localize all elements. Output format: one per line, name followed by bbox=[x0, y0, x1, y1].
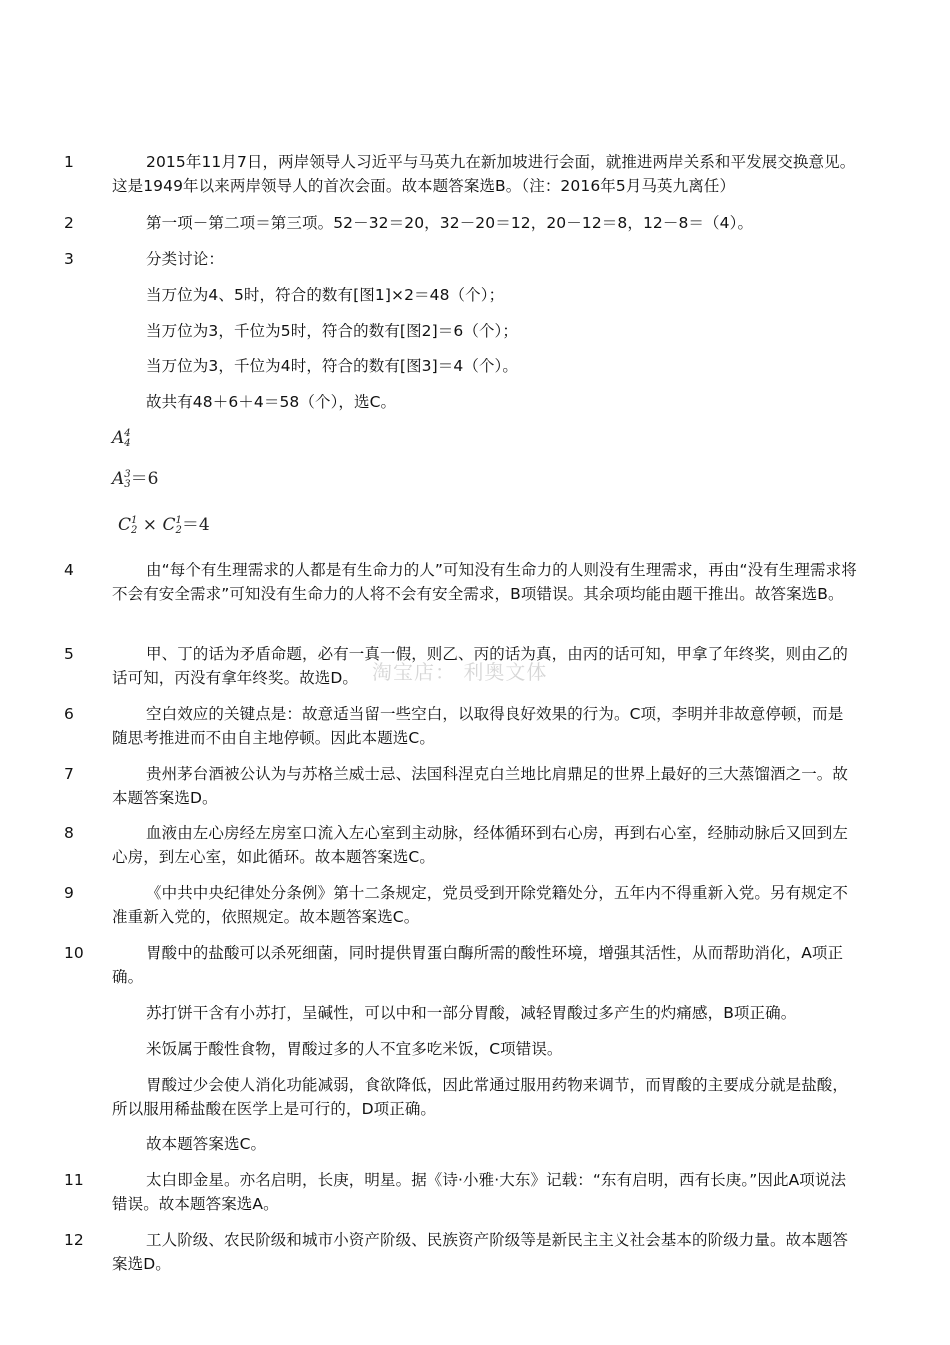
item-number: 8 bbox=[64, 824, 74, 842]
formula-1: A 4 4 bbox=[112, 427, 131, 449]
item-number: 7 bbox=[64, 765, 74, 783]
item-number: 12 bbox=[64, 1231, 84, 1249]
item-number: 11 bbox=[64, 1171, 84, 1189]
explanation-text: 由“每个有生理需求的人都是有生命力的人”可知没有生命力的人则没有生理需求，再由“没有生理需求将不会有安全需求”可知没有生命力的人将不会有安全需求，B项错误。其余项均能由题干推出。故答案选B。 bbox=[112, 561, 857, 603]
explanation-text: 胃酸中的盐酸可以杀死细菌，同时提供胃蛋白酶所需的酸性环境，增强其活性，从而帮助消化，A项正确。 bbox=[112, 944, 844, 986]
explanation-text: 2015年11月7日，两岸领导人习近平与马英九在新加坡进行会面，就推进两岸关系和平发展交换意见。这是1949年以来两岸领导人的首次会面。故本题答案选B。（注：2016年5月马英九离任） bbox=[112, 153, 856, 195]
explanation-text: 空白效应的关键点是：故意适当留一些空白，以取得良好效果的行为。C项，李明并非故意停顿，而是随思考推进而不由自主地停顿。因此本题选C。 bbox=[112, 705, 844, 747]
explanation-text: 第一项－第二项＝第三项。52－32＝20，32－20＝12，20－12＝8，12－8＝（4）。 bbox=[146, 214, 754, 232]
explanation-text: 苏打饼干含有小苏打，呈碱性，可以中和一部分胃酸，减轻胃酸过多产生的灼痛感，B项正确。 bbox=[146, 1004, 797, 1022]
explanation-text: 血液由左心房经左房室口流入左心室到主动脉，经体循环到右心房，再到右心室，经肺动脉后又回到左心房，到左心室，如此循环。故本题答案选C。 bbox=[112, 824, 849, 866]
watermark: 淘宝店： 利奥文体 bbox=[372, 660, 548, 684]
explanation-text: 故本题答案选C。 bbox=[146, 1135, 267, 1153]
explanation-text: 太白即金星。亦名启明，长庚，明星。据《诗·小雅·大东》记载：“东有启明，西有长庚。”因此A项说法错误。故本题答案选A。 bbox=[112, 1171, 847, 1213]
formula-3: C 1 2 × C 1 2 ＝4 bbox=[118, 514, 210, 536]
item-number: 6 bbox=[64, 705, 74, 723]
item-number: 1 bbox=[64, 153, 74, 171]
explanation-text: 当万位为4、5时，符合的数有[图1]×2＝48（个）； bbox=[146, 286, 505, 304]
item-number: 4 bbox=[64, 561, 74, 579]
item-number: 9 bbox=[64, 884, 74, 902]
explanation-text: 甲、丁的话为矛盾命题，必有一真一假，则乙、丙的话为真，由丙的话可知，甲拿了年终奖，则由乙的话可知，丙没有拿年终奖。故选D。 bbox=[112, 645, 849, 687]
formula-2: A 3 3 ＝6 bbox=[112, 468, 159, 490]
item-number: 2 bbox=[64, 214, 74, 232]
explanation-text: 贵州茅台酒被公认为与苏格兰威士忌、法国科涅克白兰地比肩鼎足的世界上最好的三大蒸馏酒之一。故本题答案选D。 bbox=[112, 765, 849, 807]
explanation-text: 分类讨论： bbox=[146, 250, 225, 268]
explanation-text: 当万位为3，千位为4时，符合的数有[图3]＝4（个）。 bbox=[146, 357, 518, 375]
explanation-text: 米饭属于酸性食物，胃酸过多的人不宜多吃米饭，C项错误。 bbox=[146, 1040, 563, 1058]
item-number: 10 bbox=[64, 944, 84, 962]
explanation-text: 故共有48＋6＋4＝58（个），选C。 bbox=[146, 393, 397, 411]
explanation-text: 《中共中央纪律处分条例》第十二条规定，党员受到开除党籍处分，五年内不得重新入党。另有规定不准重新入党的，依照规定。故本题答案选C。 bbox=[112, 884, 849, 926]
explanation-text: 当万位为3，千位为5时，符合的数有[图2]＝6（个）； bbox=[146, 322, 518, 340]
item-number: 5 bbox=[64, 645, 74, 663]
explanation-text: 工人阶级、农民阶级和城市小资产阶级、民族资产阶级等是新民主主义社会基本的阶级力量。故本题答案选D。 bbox=[112, 1231, 849, 1273]
item-number: 3 bbox=[64, 250, 74, 268]
explanation-text: 胃酸过少会使人消化功能减弱，食欲降低，因此常通过服用药物来调节，而胃酸的主要成分就是盐酸，所以服用稀盐酸在医学上是可行的，D项正确。 bbox=[112, 1076, 849, 1118]
